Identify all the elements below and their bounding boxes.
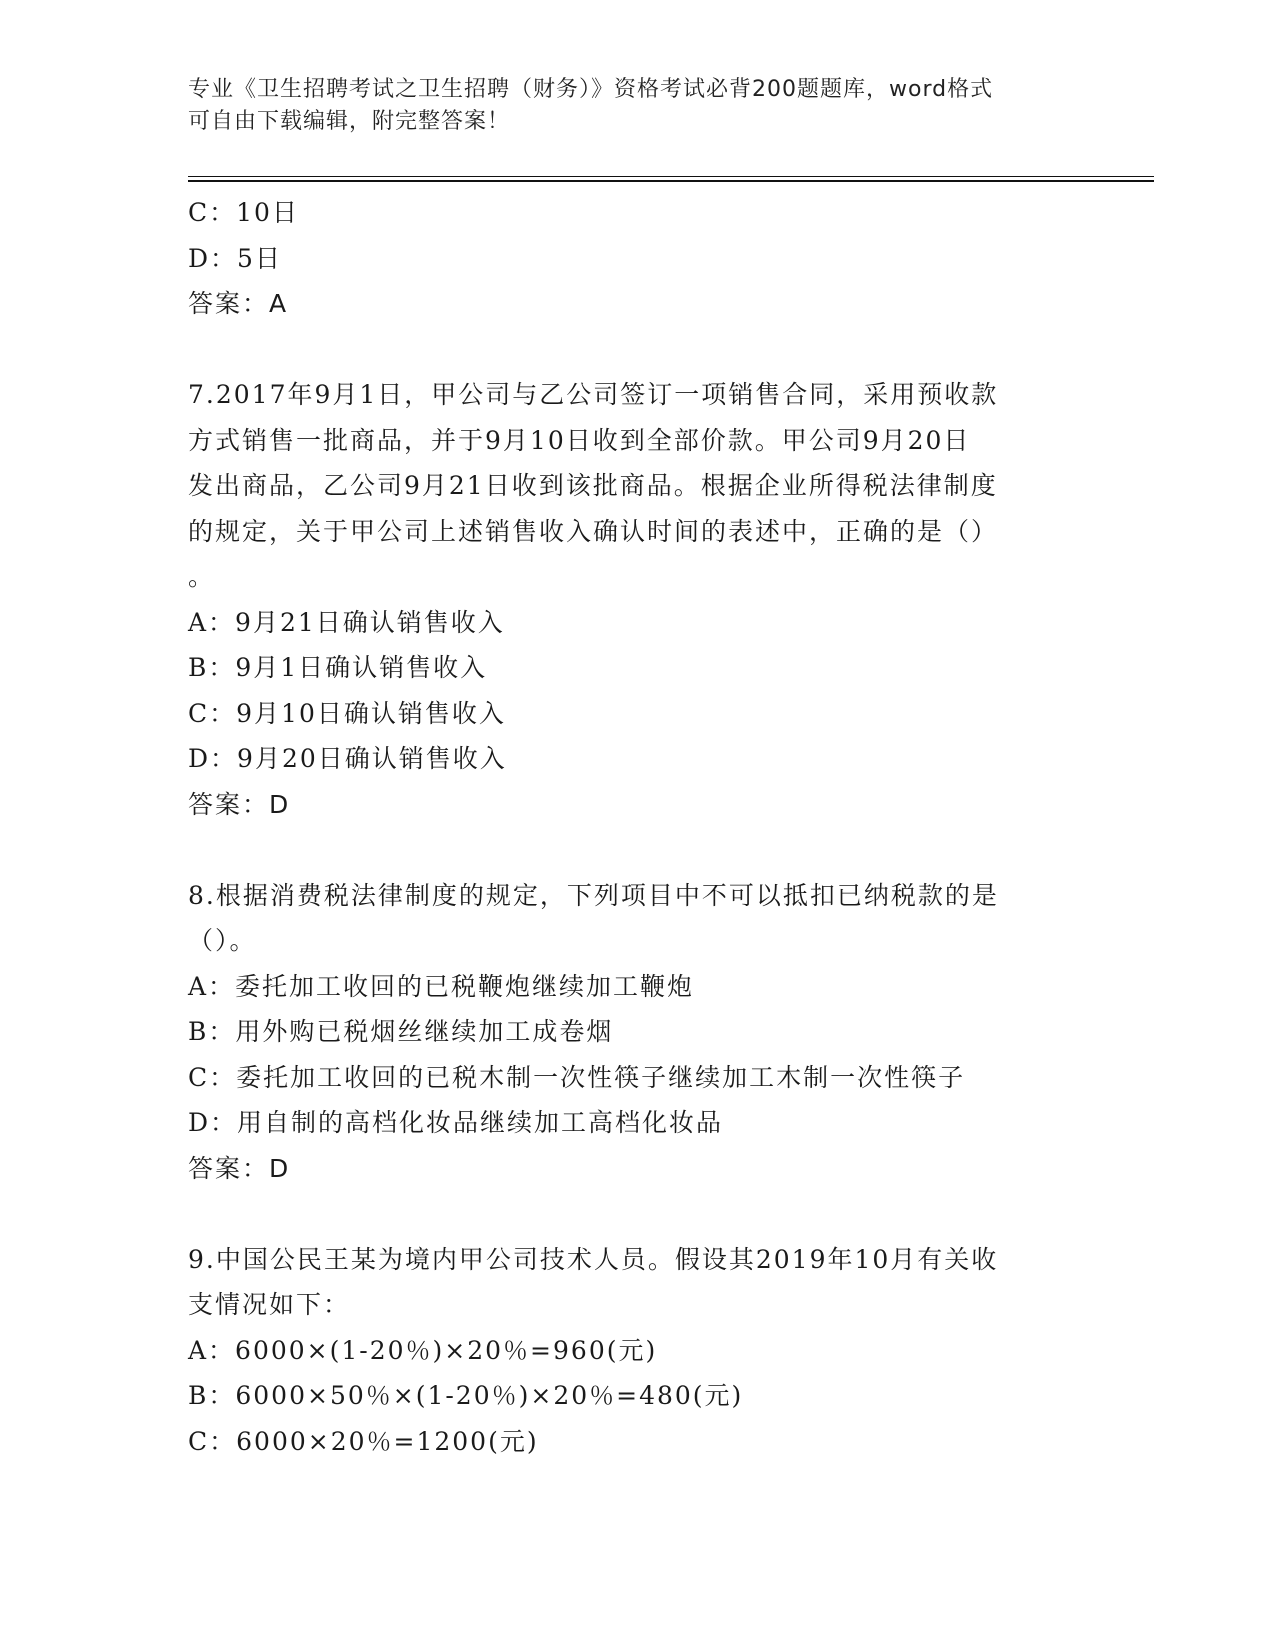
question-7 — [188, 372, 1088, 827]
question-text-line: 7.2017年9月1日，甲公司与乙公司签订一项销售合同，采用预收款 — [188, 380, 999, 409]
option-d: D：用自制的高档化妆品继续加工高档化妆品 — [188, 1108, 724, 1137]
answer: 答案：D — [188, 1153, 291, 1183]
question-text-line: （）。 — [188, 926, 257, 955]
document-header — [188, 74, 1068, 138]
option-c: C：9月10日确认销售收入 — [188, 698, 506, 728]
spacer — [188, 1191, 1088, 1237]
header-line-1: 专业《卫生招聘考试之卫生招聘（财务）》资格考试必背200题题库，word格式 — [188, 77, 994, 102]
question-6-tail — [188, 190, 1088, 327]
question-text-line: 支情况如下： — [188, 1290, 351, 1319]
option-a: A：6000×(1-20％)×20％=960(元) — [188, 1335, 658, 1365]
spacer — [188, 327, 1088, 373]
document-body — [188, 190, 1088, 1464]
option-a: A：9月21日确认销售收入 — [188, 607, 505, 637]
question-text-line: 发出商品，乙公司9月21日收到该批商品。根据企业所得税法律制度 — [188, 471, 998, 500]
question-text-line: 。 — [188, 562, 216, 591]
answer: 答案：A — [188, 289, 289, 318]
option-c: C：委托加工收回的已税木制一次性筷子继续加工木制一次性筷子 — [188, 1062, 966, 1092]
option-b: B：9月1日确认销售收入 — [188, 653, 488, 682]
option-b: B：6000×50％×(1-20％)×20％=480(元) — [188, 1381, 744, 1410]
question-9 — [188, 1237, 1088, 1465]
question-text-line: 8.根据消费税法律制度的规定，下列项目中不可以抵扣已纳税款的是 — [188, 880, 999, 910]
header-divider-thick — [188, 180, 1154, 182]
question-text-line: 方式销售一批商品，并于9月10日收到全部价款。甲公司9月20日 — [188, 425, 971, 455]
option-d: D：5日 — [188, 243, 282, 273]
question-text-line: 的规定，关于甲公司上述销售收入确认时间的表述中，正确的是（） — [188, 516, 999, 546]
header-divider-thin — [188, 176, 1154, 177]
answer: 答案：D — [188, 789, 291, 819]
option-b: B：用外购已税烟丝继续加工成卷烟 — [188, 1017, 614, 1046]
header-line-2: 可自由下载编辑，附完整答案！ — [188, 109, 511, 134]
option-d: D：9月20日确认销售收入 — [188, 744, 507, 773]
spacer — [188, 827, 1088, 873]
option-a: A：委托加工收回的已税鞭炮继续加工鞭炮 — [188, 971, 695, 1001]
option-c: C：10日 — [188, 198, 299, 227]
option-c: C：6000×20％=1200(元) — [188, 1426, 539, 1456]
question-8 — [188, 873, 1088, 1192]
question-text-line: 9.中国公民王某为境内甲公司技术人员。假设其2019年10月有关收 — [188, 1244, 999, 1274]
